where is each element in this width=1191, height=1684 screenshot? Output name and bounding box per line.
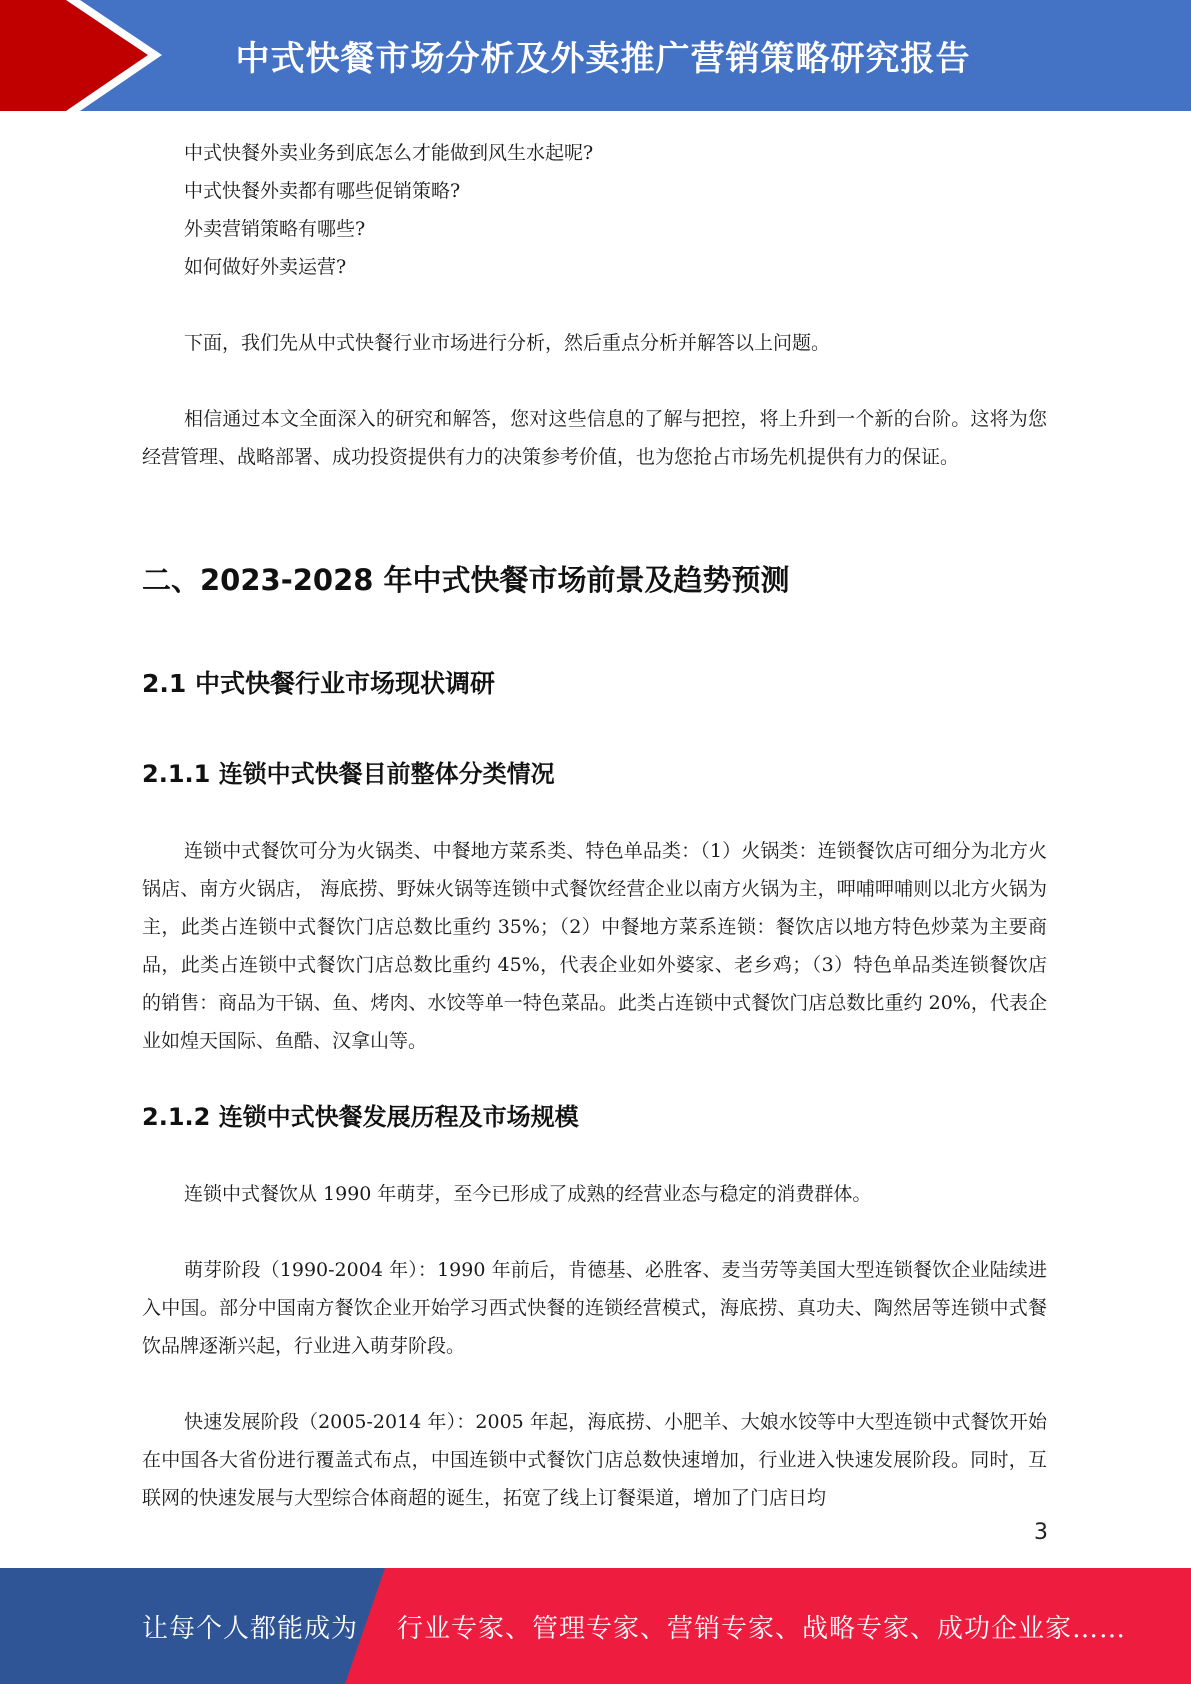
- section-heading-2-1: 2.1 中式快餐行业市场现状调研: [142, 669, 495, 698]
- question-2: 中式快餐外卖都有哪些促销策略?: [184, 180, 461, 202]
- section-heading-2-1-2: 2.1.2 连锁中式快餐发展历程及市场规模: [142, 1103, 579, 1131]
- footer-slogan-left: 让每个人都能成为: [142, 1613, 359, 1644]
- paragraph-2-1-2-b: 萌芽阶段（1990-2004 年）：1990 年前后，肯德基、必胜客、麦当劳等美国大型连锁餐饮企业陆续进入中国。部分中国南方餐饮企业开始学习西式快餐的连锁经营模式，海底捞、真功夫、陶然居等连锁中式餐饮品牌逐渐兴起，行业进入萌芽阶段。: [142, 1259, 1047, 1357]
- report-title: 中式快餐市场分析及外卖推广营销策略研究报告: [235, 39, 971, 79]
- intro-paragraph-1: 下面，我们先从中式快餐行业市场进行分析，然后重点分析并解答以上问题。: [184, 332, 831, 354]
- paragraph-2-1-2-c: 快速发展阶段（2005-2014 年）：2005 年起，海底捞、小肥羊、大娘水饺等中大型连锁中式餐饮开始在中国各大省份进行覆盖式布点，中国连锁中式餐饮门店总数快速增加，行业进入快速发展阶段。同时，互联网的快速发展与大型综合体商超的诞生，拓宽了线上订餐渠道，增加了门店日均: [142, 1411, 1047, 1509]
- paragraph-2-1-1: 连锁中式餐饮可分为火锅类、中餐地方菜系类、特色单品类：（1）火锅类：连锁餐饮店可细分为北方火锅店、南方火锅店， 海底捞、野妹火锅等连锁中式餐饮经营企业以南方火锅为主，呷哺呷哺则以北方火锅为主，此类占连锁中式餐饮门店总数比重约 35%；（2）中餐地方菜系连锁：餐饮店以地方特色炒菜为主要商品，此类占连锁中式餐饮门店总数比重约 45%，代表企业如外婆家、老乡鸡；（3）特色单品类连锁餐饮店的销售：商品为干锅、鱼、烤肉、水饺等单一特色菜品。此类占连锁中式餐饮门店总数比重约 20%，代表企业如煌天国际、鱼酷、汉拿山等。: [142, 840, 1047, 1052]
- footer-slogan-right: 行业专家、管理专家、营销专家、战略专家、成功企业家……: [397, 1613, 1127, 1644]
- section-heading-2: 二、2023-2028 年中式快餐市场前景及趋势预测: [142, 563, 790, 597]
- header-banner: [0, 0, 1191, 111]
- question-4: 如何做好外卖运营?: [184, 256, 347, 278]
- question-3: 外卖营销策略有哪些?: [184, 218, 366, 240]
- section-heading-2-1-1: 2.1.1 连锁中式快餐目前整体分类情况: [142, 760, 555, 788]
- question-1: 中式快餐外卖业务到底怎么才能做到风生水起呢?: [184, 142, 594, 164]
- footer-band: [0, 1568, 1191, 1684]
- paragraph-2-1-2-a: 连锁中式餐饮从 1990 年萌芽，至今已形成了成熟的经营业态与稳定的消费群体。: [184, 1183, 872, 1205]
- intro-paragraph-2: 相信通过本文全面深入的研究和解答，您对这些信息的了解与把控，将上升到一个新的台阶。这将为您经营管理、战略部署、成功投资提供有力的决策参考价值，也为您抢占市场先机提供有力的保证。: [142, 408, 1047, 468]
- page-number: 3: [1034, 1520, 1048, 1545]
